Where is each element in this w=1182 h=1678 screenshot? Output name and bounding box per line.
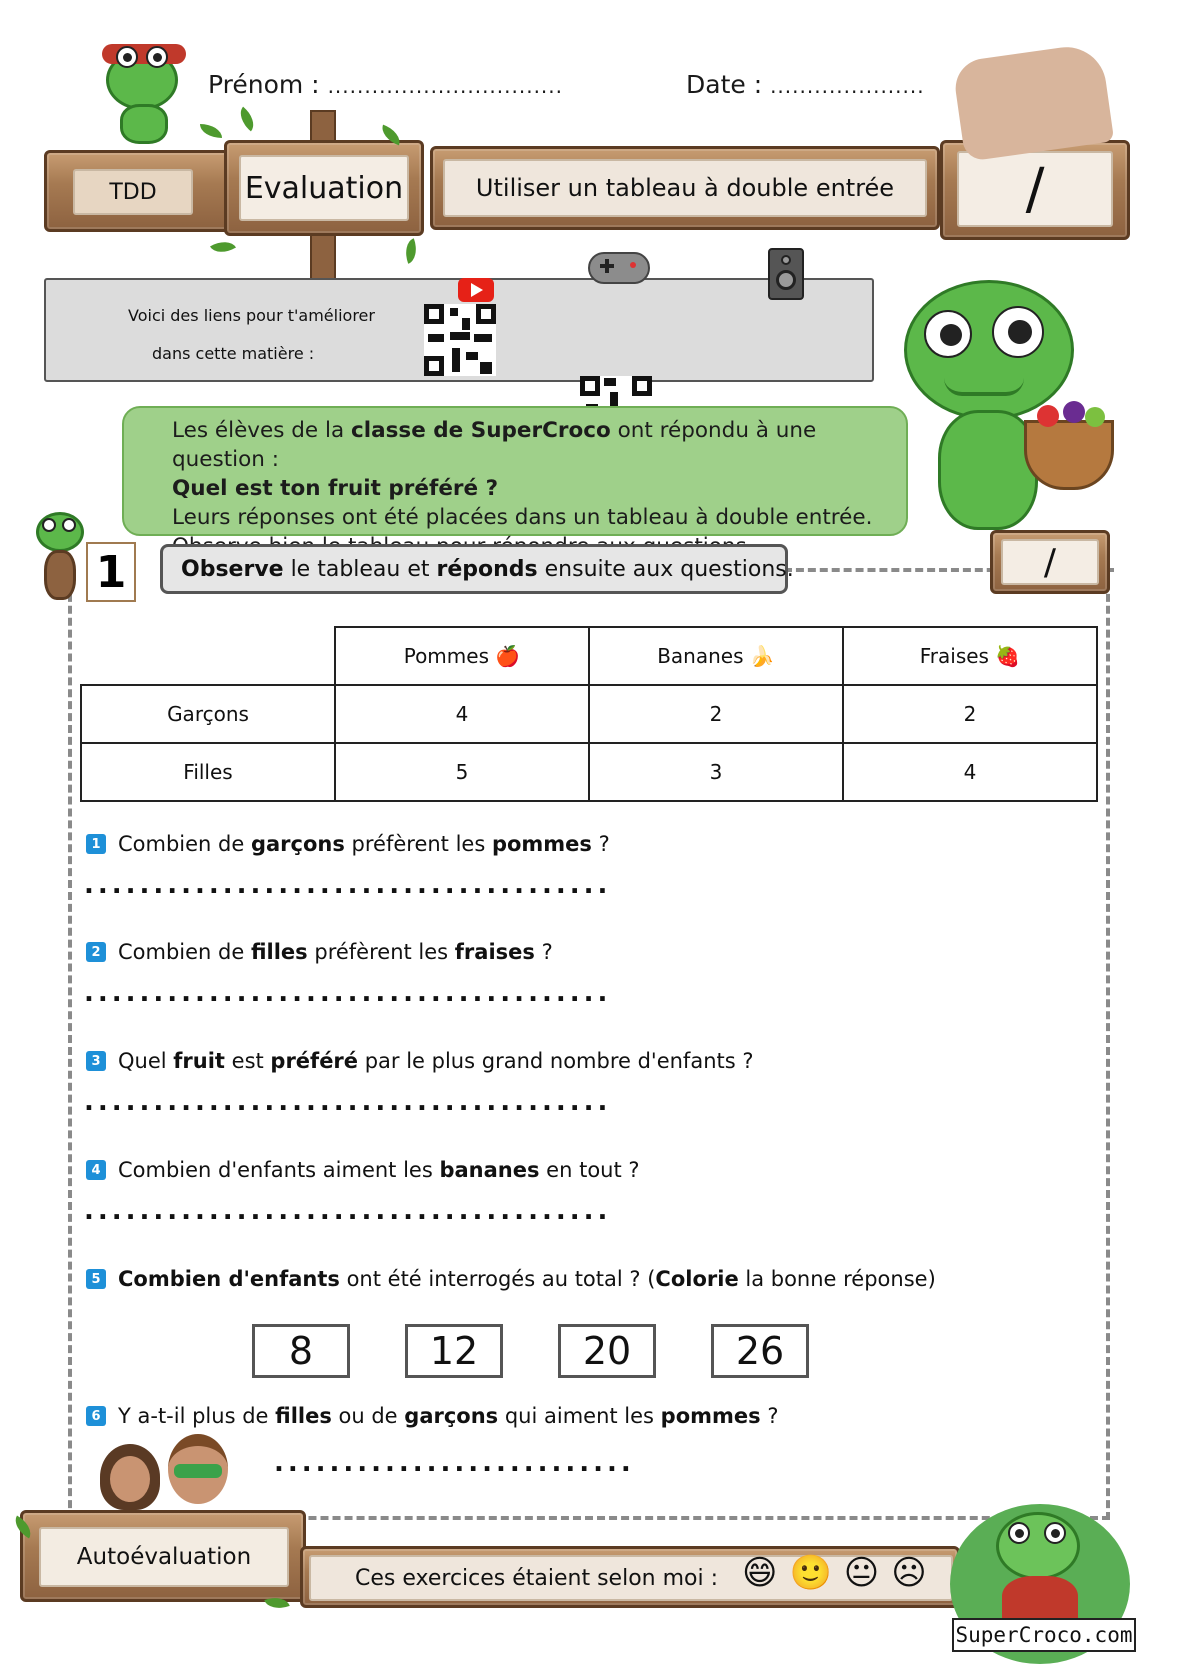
q-bold: pommes — [660, 1404, 761, 1428]
table-cell: 4 — [843, 743, 1097, 801]
table-row — [81, 743, 1097, 801]
prenom-field[interactable] — [208, 70, 563, 99]
table-header-row — [81, 627, 1097, 685]
date-label: Date : — [686, 70, 763, 99]
instr-observe: Observe — [181, 556, 284, 582]
q-text: la bonne réponse) — [738, 1267, 936, 1291]
table-cell: 4 — [335, 685, 589, 743]
evaluation-plank — [224, 140, 424, 236]
choice-26[interactable]: 26 — [711, 1324, 809, 1378]
question-5 — [86, 1267, 936, 1291]
fruit-basket — [1024, 420, 1114, 490]
q-text: Combien d'enfants aiment les — [118, 1158, 440, 1182]
instr-reponds: réponds — [436, 556, 538, 582]
choice-8[interactable]: 8 — [252, 1324, 350, 1378]
table-cell: 5 — [335, 743, 589, 801]
speaker-icon — [768, 248, 804, 300]
question-number-badge: 5 — [86, 1269, 106, 1289]
answer-line-6[interactable]: .......................... — [274, 1448, 635, 1478]
table-corner — [81, 627, 335, 685]
tdd-plank — [44, 150, 244, 232]
smiley-neutral-icon[interactable]: 😐 — [843, 1553, 880, 1593]
q-bold: Combien d'enfants — [118, 1267, 340, 1291]
instr-text1: le tableau et — [283, 556, 437, 582]
q-bold: garçons — [250, 832, 345, 856]
question-3 — [86, 1049, 754, 1073]
banana-icon: 🍌 — [749, 644, 775, 668]
q-text: ont été interrogés au total ? ( — [339, 1267, 656, 1291]
apple-icon: 🍎 — [495, 644, 521, 668]
q-bold: fruit — [173, 1049, 225, 1073]
q-text: ? — [760, 1404, 779, 1428]
exercise-score-slash: / — [1043, 541, 1057, 583]
croco-mascot-top-left — [96, 36, 192, 146]
youtube-icon — [458, 278, 494, 302]
q-text: Y a-t-il plus de — [118, 1404, 276, 1428]
rock-illustration — [952, 42, 1114, 162]
site-label[interactable]: SuperCroco.com — [952, 1618, 1136, 1652]
row-label: Filles — [81, 743, 335, 801]
intro-line1-b: classe de SuperCroco — [350, 418, 611, 443]
leaf-decoration — [200, 124, 222, 138]
question-4 — [86, 1158, 640, 1182]
subject-title: Utiliser un tableau à double entrée — [475, 174, 895, 202]
question-number-badge: 2 — [86, 942, 106, 962]
answer-line-3[interactable]: ...................................... — [84, 1087, 612, 1117]
q-text: ou de — [331, 1404, 405, 1428]
tdd-label: TDD — [109, 179, 157, 205]
date-field[interactable] — [686, 70, 925, 99]
prenom-label: Prénom : — [208, 70, 320, 99]
q-text: Quel — [118, 1049, 174, 1073]
answer-line-1[interactable]: ...................................... — [84, 870, 612, 900]
intro-question-text: Quel est ton fruit préféré ? — [172, 476, 499, 501]
question-number-badge: 6 — [86, 1406, 106, 1426]
q-text: Combien de — [118, 832, 251, 856]
question-number-badge: 4 — [86, 1160, 106, 1180]
q-text: en tout ? — [539, 1158, 640, 1182]
q-bold: Colorie — [655, 1267, 739, 1291]
links-text-line1: Voici des liens pour t'améliorer — [128, 306, 375, 325]
intro-box — [122, 406, 908, 536]
table-cell: 2 — [589, 685, 843, 743]
smiley-happy-icon[interactable]: 🙂 — [789, 1553, 832, 1593]
q-text: par le plus grand nombre d'enfants ? — [358, 1049, 754, 1073]
question-1 — [86, 832, 610, 856]
fruit-table — [80, 626, 1098, 802]
answer-line-4[interactable]: ...................................... — [84, 1196, 612, 1226]
instr-text2: ensuite aux questions. — [537, 556, 794, 582]
score-plank — [940, 140, 1130, 240]
q-text: ? — [591, 832, 610, 856]
table-header-bananes — [589, 627, 843, 685]
leaf-decoration — [210, 235, 236, 258]
q-bold: fraises — [454, 940, 535, 964]
gamepad-icon — [588, 252, 650, 284]
autoeval-label: Autoévaluation — [76, 1544, 252, 1570]
score-slash: / — [1025, 156, 1045, 222]
table-cell: 2 — [843, 685, 1097, 743]
prenom-dots: ................................ — [327, 74, 563, 98]
choice-20[interactable]: 20 — [558, 1324, 656, 1378]
intro-line3: Leurs réponses ont été placées dans un tableau à double entrée. — [172, 505, 873, 530]
answer-line-2[interactable]: ...................................... — [84, 978, 612, 1008]
question-2 — [86, 940, 553, 964]
header-label: Pommes — [403, 644, 489, 668]
q-text: ? — [534, 940, 553, 964]
leaf-decoration — [234, 107, 260, 132]
links-text-line2: dans cette matière : — [152, 344, 315, 363]
exercise-instruction — [160, 544, 794, 594]
intro-line1-c: ont répondu à une question : — [172, 418, 817, 472]
intro-line1-a: Les élèves de la — [172, 418, 351, 443]
croco-mascot-small — [28, 512, 88, 608]
choice-12[interactable]: 12 — [405, 1324, 503, 1378]
subject-plank — [430, 146, 940, 230]
header-label: Fraises — [919, 644, 989, 668]
date-dots: ..................... — [770, 74, 925, 98]
autoeval-plank — [20, 1510, 306, 1602]
qr-code-youtube[interactable] — [424, 304, 496, 376]
header-label: Bananes — [657, 644, 744, 668]
q-bold: filles — [275, 1404, 332, 1428]
q-bold: préféré — [270, 1049, 359, 1073]
q-bold: bananes — [439, 1158, 540, 1182]
opinion-label: Ces exercices étaient selon moi : — [355, 1565, 718, 1591]
q-bold: pommes — [491, 832, 592, 856]
croco-mascot-with-basket — [884, 270, 1124, 560]
exercise-number: 1 — [86, 542, 136, 602]
q-bold: filles — [250, 940, 308, 964]
q-text: est — [224, 1049, 271, 1073]
leaf-decoration — [401, 238, 422, 263]
q-text: qui aiment les — [498, 1404, 661, 1428]
question-6 — [86, 1404, 778, 1428]
q-text: préfèrent les — [344, 832, 492, 856]
row-label: Garçons — [81, 685, 335, 743]
evaluation-title: Evaluation — [244, 170, 404, 206]
table-row — [81, 685, 1097, 743]
q-text: préfèrent les — [307, 940, 455, 964]
smiley-very-happy-icon[interactable]: 😄 — [742, 1553, 778, 1593]
question-number-badge: 3 — [86, 1051, 106, 1071]
table-cell: 3 — [589, 743, 843, 801]
q-text: Combien de — [118, 940, 251, 964]
smiley-sad-icon[interactable]: ☹ — [891, 1553, 927, 1593]
table-header-pommes — [335, 627, 589, 685]
intro-question — [172, 474, 906, 503]
strawberry-icon: 🍓 — [995, 644, 1021, 668]
intro-line1 — [172, 416, 906, 474]
question-number-badge: 1 — [86, 834, 106, 854]
q-bold: garçons — [404, 1404, 499, 1428]
smiley-row — [742, 1553, 927, 1593]
exercise-score-plank — [990, 530, 1110, 594]
table-header-fraises — [843, 627, 1097, 685]
